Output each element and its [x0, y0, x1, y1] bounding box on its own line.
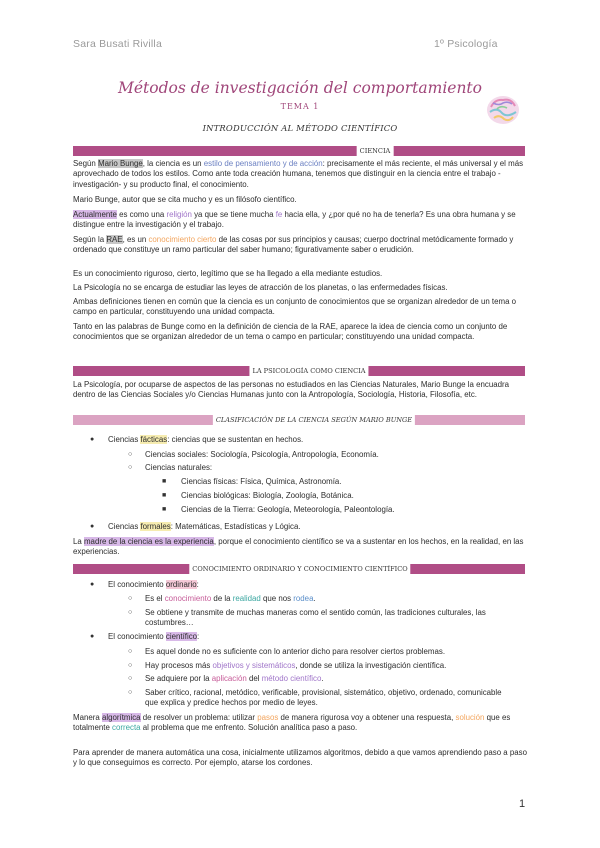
paragraph-bunge-definition: Según Mario Bunge, la ciencia es un estilo de pensamiento y de acción: precisamente el más reciente, el más universal y el más aprovechado de todos los estilos. Como ante toda creación humana, tenemos que distinguir en la ciencia entre el trabajo -investigación- y su producto final, el conocimiento.: [73, 159, 524, 189]
document-title: Métodos de investigación del comportamiento: [117, 79, 482, 97]
paragraph-algoritmica: Manera algorítmica de resolver un problema: utilizar pasos de manera rigurosa voy a obtener una respuesta, solución que es totalmente correcta al problema que me enfrento. Solución analítica paso a paso.: [73, 713, 511, 733]
list-item-facticas: Ciencias fácticas: ciencias que se sustentan en hechos.: [108, 435, 304, 444]
list-item-sociales: Ciencias sociales: Sociología, Psicología, Antropología, Economía.: [145, 450, 379, 459]
bullet-icon: ■: [162, 506, 167, 513]
list-item-tierra: Ciencias de la Tierra: Geología, Meteorología, Paleontología.: [181, 505, 395, 514]
bullet-icon: ○: [128, 595, 133, 602]
paragraph-rae: Según la RAE, es un conocimiento cierto de las cosas por sus principios y causas; cuerpo doctrinal metódicamente formado y ordenado que constituye un ramo particular del saber humano; figurativamente saber o erudición.: [73, 235, 514, 255]
document-subtitle: INTRODUCCIÓN AL MÉTODO CIENTÍFICO: [202, 123, 398, 133]
bullet-icon: ○: [128, 609, 133, 616]
list-item-fisicas: Ciencias físicas: Física, Química, Astronomía.: [181, 477, 342, 486]
paragraph-madre-ciencia: La madre de la ciencia es la experiencia, porque el conocimiento científico se va a sustentar en los hechos, en la realidad, en las experiencias.: [73, 537, 524, 557]
section-bar-clasificacion: [73, 415, 525, 425]
tema-label: TEMA 1: [280, 102, 320, 111]
section-bar-psicologia: [73, 366, 525, 376]
list-item-formales: Ciencias formales: Matemáticas, Estadísticas y Lógica.: [108, 522, 301, 531]
page-number: 1: [519, 798, 526, 810]
list-item-ordinario-transmite: Se obtiene y transmite de muchas maneras como el sentido común, las tradiciones culturales, las costumbres…: [145, 608, 486, 628]
section-title-psicologia: LA PSICOLOGÍA COMO CIENCIA: [249, 366, 368, 376]
list-item-biologicas: Ciencias biológicas: Biología, Zoología, Botánica.: [181, 491, 354, 500]
bullet-icon: ○: [128, 648, 133, 655]
paragraph-bunge-author: Mario Bunge, autor que se cita mucho y es un filósofo científico.: [73, 195, 297, 204]
bullet-icon: ●: [90, 633, 95, 640]
bullet-icon: ○: [128, 689, 133, 696]
bullet-icon: ■: [162, 492, 167, 499]
list-item-cientifico-saber: Saber crítico, racional, metódico, verificable, provisional, sistemático, objetivo, ordenado, comunicable que explica y predice hechos por medio de leyes.: [145, 688, 502, 708]
bullet-icon: ●: [90, 581, 95, 588]
bullet-icon: ○: [128, 662, 133, 669]
section-bar-conocimiento: [73, 564, 525, 574]
list-item-naturales: Ciencias naturales:: [145, 463, 213, 472]
header-author: Sara Busati Rivilla: [73, 38, 162, 50]
section-title-conocimiento: CONOCIMIENTO ORDINARIO Y CONOCIMIENTO CIENTÍFICO: [189, 564, 410, 574]
brain-icon: [485, 93, 521, 127]
paragraph-bunge-rae: Tanto en las palabras de Bunge como en la definición de ciencia de la RAE, aparece la idea de ciencia como un conjunto de conocimientos que se organizan alrededor de un tema o campo en particular; constituyendo una unidad compacta.: [73, 322, 508, 342]
bullet-icon: ○: [128, 675, 133, 682]
paragraph-definiciones: Ambas definiciones tienen en común que la ciencia es un conjunto de conocimientos que se organizan alrededor de un tema o campo en particular, constituyendo una unidad compacta.: [73, 297, 517, 317]
paragraph-psicologia-leyes: La Psicología no se encarga de estudiar las leyes de atracción de los planetas, o las enfermedades físicas.: [73, 283, 448, 292]
list-item-cientifico-problemas: Es aquel donde no es suficiente con lo anterior dicho para resolver ciertos problemas.: [145, 647, 446, 656]
section-title-ciencia: CIENCIA: [357, 146, 394, 156]
bullet-icon: ●: [90, 523, 95, 530]
list-item-ordinario: El conocimiento ordinario:: [108, 580, 199, 589]
bullet-icon: ○: [128, 451, 133, 458]
list-item-cientifico: El conocimiento científico:: [108, 632, 200, 641]
bullet-icon: ○: [128, 464, 133, 471]
section-title-clasificacion: CLASIFICACIÓN DE LA CIENCIA SEGÚN MARIO BUNGE: [213, 415, 415, 425]
paragraph-religion: Actualmente es como una religión ya que se tiene mucha fe hacia ella, y ¿por qué no ha de tenerla? Es una obra humana y se distingue entre la investigación y el trabajo.: [73, 210, 516, 230]
paragraph-algoritmos: Para aprender de manera automática una cosa, inicialmente utilizamos algoritmos, debido a que vamos aprendiendo paso a paso y lo que conseguimos es correcto. Por ejemplo, atarse los cordones.: [73, 748, 527, 768]
paragraph-riguroso: Es un conocimiento riguroso, cierto, legítimo que se ha llegado a ella mediante estudios.: [73, 269, 383, 278]
list-item-cientifico-metodo: Se adquiere por la aplicación del método científico.: [145, 674, 324, 683]
list-item-ordinario-realidad: Es el conocimiento de la realidad que nos rodea.: [145, 594, 316, 603]
list-item-cientifico-procesos: Hay procesos más objetivos y sistemáticos, donde se utiliza la investigación científica.: [145, 661, 447, 670]
bullet-icon: ■: [162, 478, 167, 485]
header-course: 1º Psicología: [434, 38, 498, 50]
bullet-icon: ●: [90, 436, 95, 443]
paragraph-psicologia-ciencias-sociales: La Psicología, por ocuparse de aspectos de las personas no estudiados en las Ciencias Naturales, Mario Bunge la encuadra dentro de las Ciencias Sociales y/o Ciencias Humanas junto con la Antropología, Sociología, Historia, Filosofía, etc.: [73, 380, 510, 400]
section-bar-ciencia: [73, 146, 525, 156]
